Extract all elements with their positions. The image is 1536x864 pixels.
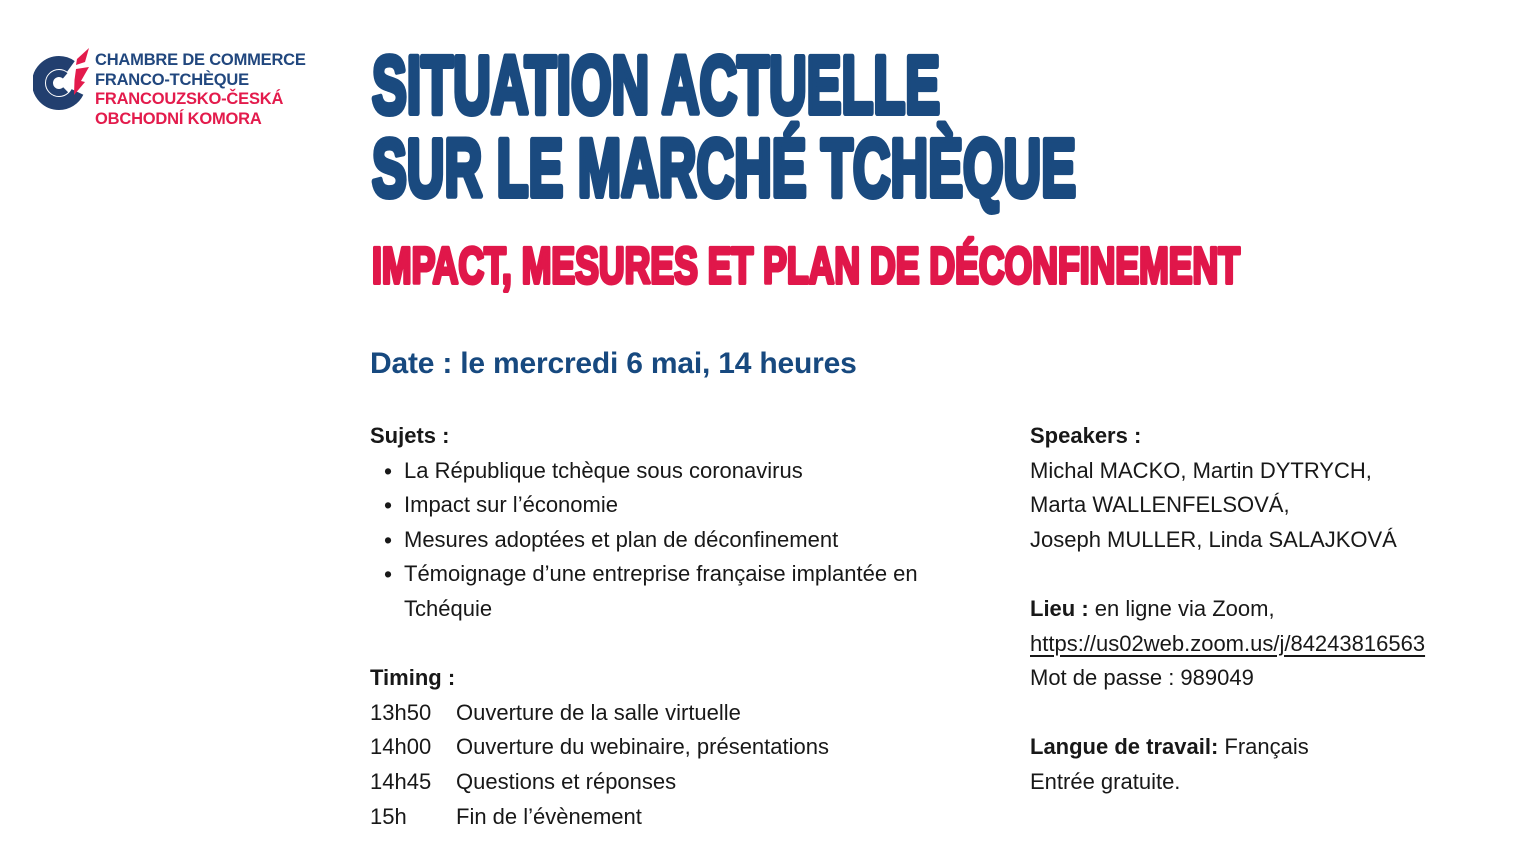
timing-time: 14h00 (370, 734, 432, 760)
event-title (370, 38, 1110, 214)
timing-event: Ouverture du webinaire, présentations (456, 734, 829, 760)
timing-event: Fin de l’évènement (456, 803, 642, 829)
left-column (370, 419, 982, 834)
timing-row (370, 730, 982, 765)
timing-section (370, 661, 982, 834)
right-column (1030, 419, 1532, 800)
timing-time: 13h50 (370, 699, 432, 725)
spacer (1030, 696, 1532, 731)
password-line: Mot de passe : 989049 (1030, 665, 1254, 691)
language-line (1030, 730, 1532, 765)
timing-time: 14h45 (370, 768, 432, 794)
logo-line-1: CHAMBRE DE COMMERCE (95, 51, 306, 69)
timing-event: Ouverture de la salle virtuelle (456, 699, 741, 725)
logo-line-3: FRANCOUZSKO-ČESKÁ (95, 90, 284, 108)
timing-time: 15h (370, 803, 407, 829)
timing-row (370, 765, 982, 800)
zoom-link[interactable]: https://us02web.zoom.us/j/84243816563 (1030, 630, 1426, 656)
entry-line: Entrée gratuite. (1030, 768, 1181, 794)
logo-wordmark (95, 51, 306, 129)
event-date: Date : le mercredi 6 mai, 14 heures (370, 347, 857, 380)
lieu-label: Lieu : (1030, 595, 1089, 621)
timing-row (370, 800, 982, 835)
list-item: • Mesures adoptées et plan de déconfinement (370, 523, 982, 558)
timing-event: Questions et réponses (456, 768, 677, 794)
cci-logo-icon (33, 45, 91, 113)
lieu-line (1030, 592, 1532, 627)
logo-line-4: OBCHODNÍ KOMORA (95, 109, 262, 128)
spacer (1030, 557, 1532, 592)
logo-line-2: FRANCO-TCHÈQUE (95, 70, 249, 89)
lieu-text: en ligne via Zoom, (1094, 595, 1275, 621)
list-item: • Témoignage d’une entreprise française implantée en Tchéquie (370, 557, 982, 626)
subtitle-text: IMPACT, MESURES ET PLAN DE DÉCONFINEMENT (372, 237, 1240, 294)
speakers-line: Marta WALLENFELSOVÁ, (1030, 492, 1290, 518)
list-item: • Impact sur l’économie (370, 488, 982, 523)
sujets-label: Sujets : (370, 423, 450, 448)
speakers-line: Michal MACKO, Martin DYTRYCH, (1030, 457, 1372, 483)
speakers-line: Joseph MULLER, Linda SALAJKOVÁ (1030, 526, 1397, 552)
timing-label: Timing : (370, 665, 456, 691)
title-line-1: SITUATION ACTUELLE (372, 40, 940, 131)
speakers-label: Speakers : (1030, 423, 1142, 448)
language-label: Langue de travail: (1030, 734, 1219, 760)
language-value: Français (1224, 734, 1309, 760)
timing-row (370, 696, 982, 731)
sujets-list (370, 454, 982, 627)
event-subtitle (370, 234, 1260, 294)
list-item: • La République tchèque sous coronavirus (370, 454, 982, 489)
title-line-2: SUR LE MARCHÉ TCHÈQUE (372, 123, 1076, 214)
